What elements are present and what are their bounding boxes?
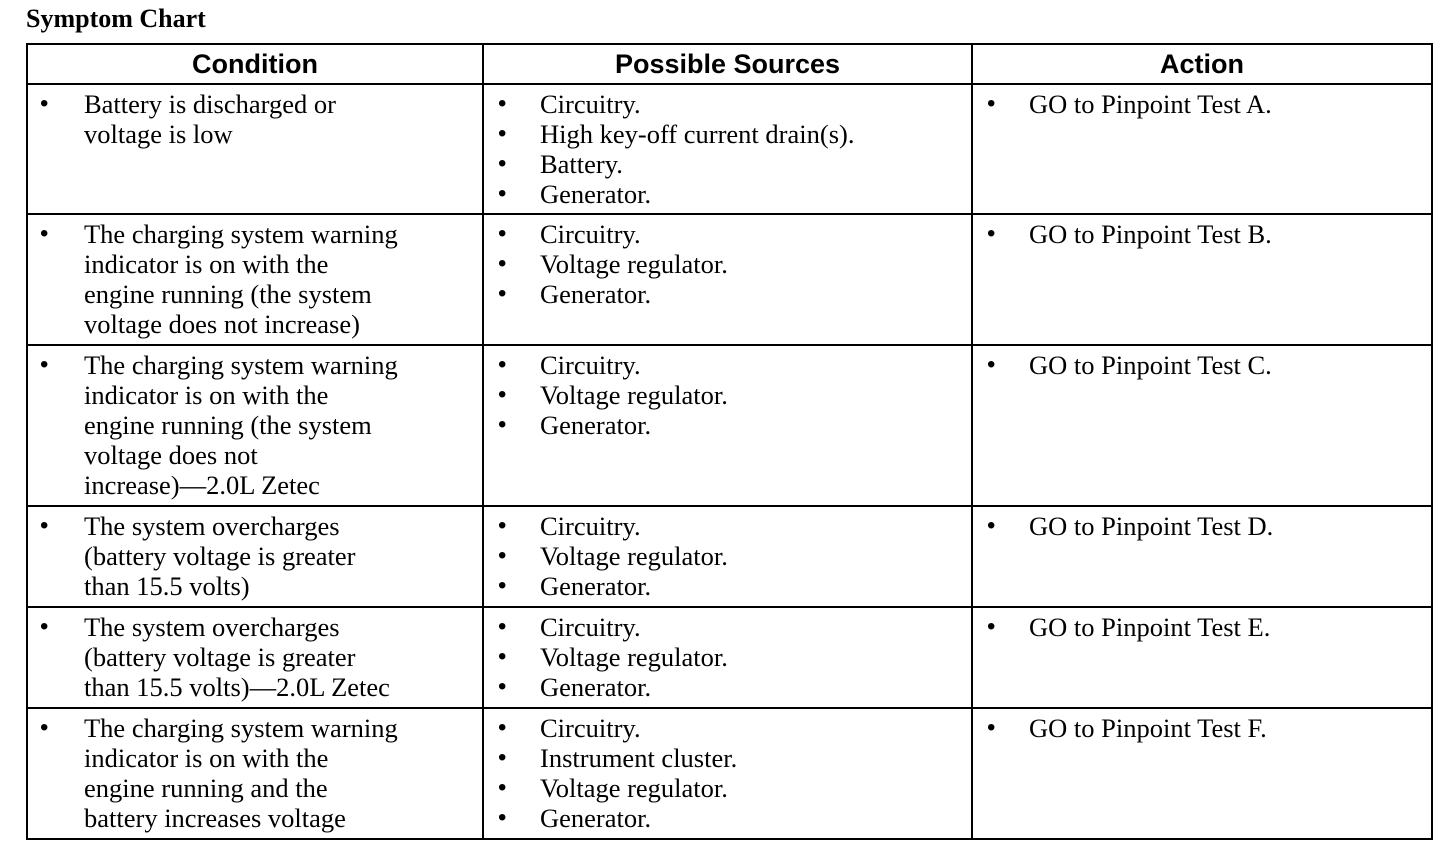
sources-cell — [483, 345, 972, 506]
sources-list — [484, 612, 971, 702]
action-text: • GO to Pinpoint Test B. — [973, 219, 1431, 249]
source-item: • Circuitry. — [484, 713, 971, 743]
table-header — [27, 44, 1432, 84]
action-cell — [972, 506, 1432, 607]
sources-cell — [483, 84, 972, 214]
sources-list — [484, 219, 971, 309]
source-item: • Circuitry. — [484, 89, 971, 119]
column-header-action: Action — [972, 44, 1432, 84]
source-item: • Generator. — [484, 803, 971, 833]
condition-cell — [27, 214, 483, 345]
action-text: • GO to Pinpoint Test A. — [973, 89, 1431, 119]
source-item: • High key-off current drain(s). — [484, 119, 971, 149]
source-item: • Circuitry. — [484, 219, 971, 249]
condition-list — [28, 713, 482, 833]
condition-cell — [27, 607, 483, 708]
action-list — [973, 219, 1431, 249]
source-item: • Voltage regulator. — [484, 541, 971, 571]
condition-text: • Battery is discharged or voltage is low — [28, 89, 482, 149]
header-row — [27, 44, 1432, 84]
source-item: • Voltage regulator. — [484, 642, 971, 672]
action-cell — [972, 708, 1432, 839]
source-item: • Generator. — [484, 279, 971, 309]
sources-cell — [483, 607, 972, 708]
sources-list — [484, 511, 971, 601]
table-row — [27, 345, 1432, 506]
action-text: • GO to Pinpoint Test E. — [973, 612, 1431, 642]
sources-cell — [483, 506, 972, 607]
condition-list — [28, 511, 482, 601]
table-row — [27, 708, 1432, 839]
condition-list — [28, 350, 482, 500]
symptom-table — [26, 43, 1433, 840]
action-cell — [972, 214, 1432, 345]
condition-list — [28, 219, 482, 339]
table-row — [27, 84, 1432, 214]
sources-list — [484, 350, 971, 440]
source-item: • Generator. — [484, 410, 971, 440]
source-item: • Voltage regulator. — [484, 380, 971, 410]
column-header-condition: Condition — [27, 44, 483, 84]
condition-list — [28, 612, 482, 702]
action-list — [973, 511, 1431, 541]
source-item: • Instrument cluster. — [484, 743, 971, 773]
action-cell — [972, 84, 1432, 214]
source-item: • Generator. — [484, 571, 971, 601]
action-list — [973, 89, 1431, 119]
condition-cell — [27, 84, 483, 214]
action-text: • GO to Pinpoint Test F. — [973, 713, 1431, 743]
action-text: • GO to Pinpoint Test D. — [973, 511, 1431, 541]
condition-text: • The charging system warning indicator is on with the engine running and the battery increases voltage — [28, 713, 482, 833]
action-list — [973, 612, 1431, 642]
table-row — [27, 214, 1432, 345]
condition-cell — [27, 345, 483, 506]
sources-list — [484, 713, 971, 833]
page-title: Symptom Chart — [26, 4, 206, 33]
table-body — [27, 84, 1432, 839]
condition-text: • The system overcharges (battery voltage is greater than 15.5 volts)—2.0L Zetec — [28, 612, 482, 702]
condition-cell — [27, 506, 483, 607]
source-item: • Generator. — [484, 179, 971, 209]
action-list — [973, 350, 1431, 380]
source-item: • Circuitry. — [484, 511, 971, 541]
source-item: • Circuitry. — [484, 612, 971, 642]
table-row — [27, 506, 1432, 607]
column-header-sources: Possible Sources — [483, 44, 972, 84]
source-item: • Voltage regulator. — [484, 773, 971, 803]
action-cell — [972, 345, 1432, 506]
table-row — [27, 607, 1432, 708]
condition-list — [28, 89, 482, 149]
condition-text: • The charging system warning indicator is on with the engine running (the system voltage does not increase) — [28, 219, 482, 339]
condition-text: • The charging system warning indicator is on with the engine running (the system voltage does not increase)—2.0L Zetec — [28, 350, 482, 500]
action-cell — [972, 607, 1432, 708]
action-list — [973, 713, 1431, 743]
source-item: • Circuitry. — [484, 350, 971, 380]
condition-text: • The system overcharges (battery voltage is greater than 15.5 volts) — [28, 511, 482, 601]
source-item: • Voltage regulator. — [484, 249, 971, 279]
action-text: • GO to Pinpoint Test C. — [973, 350, 1431, 380]
source-item: • Battery. — [484, 149, 971, 179]
sources-cell — [483, 214, 972, 345]
source-item: • Generator. — [484, 672, 971, 702]
sources-cell — [483, 708, 972, 839]
sources-list — [484, 89, 971, 209]
condition-cell — [27, 708, 483, 839]
